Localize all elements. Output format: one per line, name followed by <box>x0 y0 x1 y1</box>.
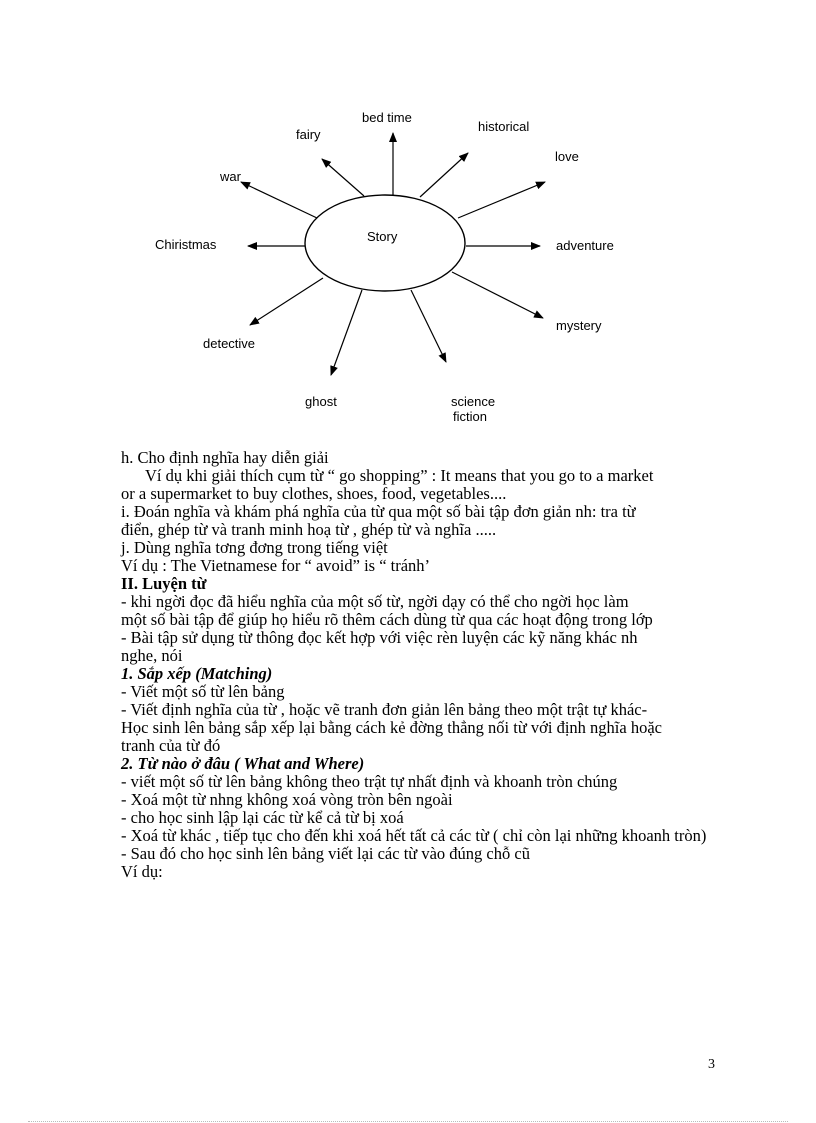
h-title: h. Cho định nghĩa hay diễn giải <box>121 448 329 467</box>
arrow-science-fiction <box>411 290 446 362</box>
center-label: Story <box>367 229 398 244</box>
label-fiction: fiction <box>453 409 487 424</box>
document-body <box>121 449 721 881</box>
arrow-ghost <box>331 290 362 375</box>
sub1-line-1: - Viết một số từ lên bảng <box>121 682 285 701</box>
story-word-web-diagram <box>0 0 816 440</box>
label-chiristmas: Chiristmas <box>155 237 217 252</box>
sub1-title: 1. Sắp xếp (Matching) <box>121 664 273 683</box>
label-adventure: adventure <box>556 238 614 253</box>
h-example-line-2: or a supermarket to buy clothes, shoes, food, vegetables.... <box>121 484 507 503</box>
arrow-love <box>458 182 545 218</box>
sub2-line-2: - Xoá một từ nhng không xoá vòng tròn bên ngoài <box>121 790 453 809</box>
arrow-detective <box>250 278 323 325</box>
arrow-historical <box>420 153 468 197</box>
label-detective: detective <box>203 336 256 351</box>
arrow-war <box>241 182 317 218</box>
p1-line-1: - khi ngời đọc đã hiểu nghĩa của một số từ, ngời dạy có thể cho ngời học làm <box>121 592 629 611</box>
sub1-line-2: - Viết định nghĩa của từ , hoặc vẽ tranh đơn giản lên bảng theo một trật tự khác- <box>121 700 648 719</box>
label-historical: historical <box>478 119 530 134</box>
label-bed-time: bed time <box>362 110 412 125</box>
sub2-line-5: - Sau đó cho học sinh lên bảng viết lại các từ vào đúng chỗ cũ <box>121 844 530 863</box>
i-line-2: điển, ghép từ và tranh minh hoạ từ , ghép từ và nghĩa ..... <box>121 520 497 539</box>
sub2-line-3: - cho học sinh lập lại các từ kể cả từ bị xoá <box>121 808 404 827</box>
label-ghost: ghost <box>305 394 337 409</box>
example-label: Ví dụ: <box>121 862 163 881</box>
sub2-line-1: - viết một số từ lên bảng không theo trật tự nhất định và khoanh tròn chúng <box>121 772 618 791</box>
label-love: love <box>555 149 579 164</box>
label-science: science <box>451 394 496 409</box>
sub2-title: 2. Từ nào ở đâu ( What and Where) <box>121 754 365 773</box>
sub2-line-4: - Xoá từ khác , tiếp tục cho đến khi xoá hết tất cả các từ ( chỉ còn lại những khoanh tròn) <box>121 826 707 845</box>
label-war: war <box>220 169 241 184</box>
label-fairy: fairy <box>296 127 321 142</box>
j-example: Ví dụ : The Vietnamese for “ avoid” is “ tránh’ <box>121 556 431 575</box>
p1-line-2: một số bài tập để giúp họ hiểu rõ thêm cách dùng từ qua các hoạt động trong lớp <box>121 610 653 629</box>
h-example-line-1: Ví dụ khi giải thích cụm từ “ go shopping” : It means that you go to a market <box>145 466 654 485</box>
p2-line-1: - Bài tập sử dụng từ thông đọc kết hợp với việc rèn luyện các kỹ năng khác nh <box>121 628 638 647</box>
p2-line-2: nghe, nói <box>121 646 183 665</box>
j-line: j. Dùng nghĩa tơng đơng trong tiếng việt <box>121 538 388 557</box>
footer-divider <box>28 1121 788 1122</box>
page-number: 3 <box>708 1057 715 1072</box>
sub1-line-3: Học sinh lên bảng sắp xếp lại bằng cách kẻ đờng thẳng nối từ với định nghĩa hoặc <box>121 718 662 737</box>
i-line-1: i. Đoán nghĩa và khám phá nghĩa của từ qua một số bài tập đơn giản nh: tra từ <box>121 502 636 521</box>
arrow-mystery <box>452 272 543 318</box>
sub1-line-4: tranh của từ đó <box>121 736 221 755</box>
label-mystery: mystery <box>556 318 602 333</box>
section-2-title: II. Luyện từ <box>121 574 207 593</box>
arrow-fairy <box>322 159 364 196</box>
